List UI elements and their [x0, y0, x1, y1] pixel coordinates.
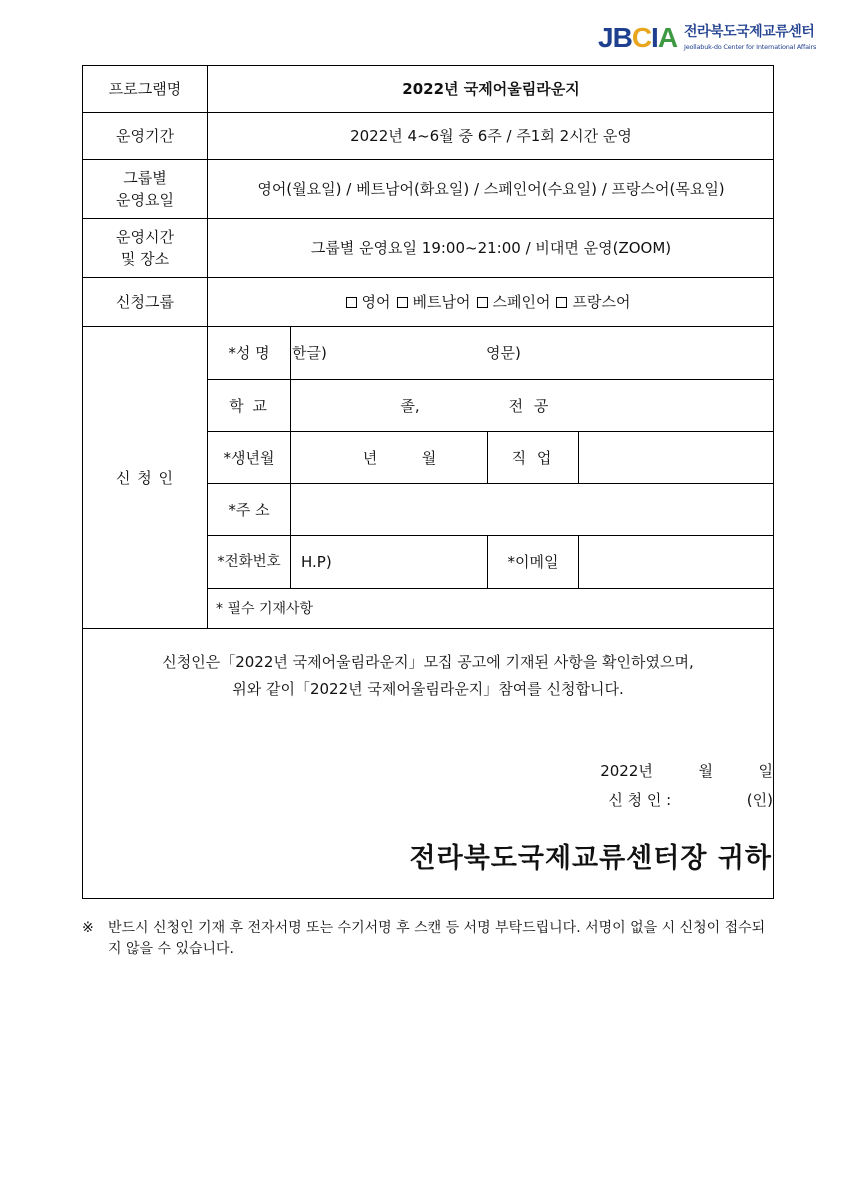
school-graduation-field[interactable]: 졸,	[400, 396, 420, 415]
birth-month-field[interactable]: 월	[421, 448, 437, 467]
row-divider	[83, 628, 774, 629]
checkbox-icon[interactable]	[477, 297, 488, 308]
time-place-value: 그룹별 운영요일 19:00~21:00 / 비대면 운영(ZOOM)	[310, 239, 672, 257]
apply-group-label: 신청그룹	[116, 293, 174, 311]
program-label: 프로그램명	[108, 80, 182, 98]
group-option-vietnamese[interactable]: 베트남어	[397, 291, 471, 313]
date-month: 월	[698, 762, 713, 780]
group-option-english[interactable]: 영어	[346, 291, 391, 313]
date-year: 2022년	[600, 762, 653, 780]
logo-org-subtitle: Jeollabuk-do Center for International Affairs	[684, 43, 817, 51]
group-days-label	[83, 160, 207, 218]
checkbox-icon[interactable]	[397, 297, 408, 308]
date-day: 일	[758, 762, 773, 780]
group-option-french[interactable]: 프랑스어	[556, 291, 630, 313]
birth-year-field[interactable]: 년	[362, 448, 378, 467]
email-field[interactable]	[579, 536, 774, 588]
reference-mark-icon: ※	[82, 920, 94, 936]
name-korean-field[interactable]: 한글)	[292, 344, 327, 362]
footnote-text: 반드시 신청인 기재 후 전자서명 또는 수기서명 후 스캔 등 서명 부탁드립니다. 서명이 없을 시 신청이 접수되지 않을 수 있습니다.	[108, 920, 766, 957]
program-name: 2022년 국제어울림라운지	[402, 80, 580, 98]
applicant-row-divider	[207, 379, 774, 380]
time-place-label-line2: 및 장소	[120, 250, 170, 268]
job-field[interactable]	[579, 432, 774, 483]
period-value: 2022년 4~6월 중 6주 / 주1회 2시간 운영	[350, 127, 632, 145]
phone-field[interactable]: H.P)	[301, 553, 332, 571]
name-english-field[interactable]: 영문)	[486, 344, 521, 362]
declaration-line-2: 위와 같이「2022년 국제어울림라운지」참여를 신청합니다.	[232, 680, 624, 698]
time-place-label-line1: 운영시간	[116, 228, 174, 246]
school-label: 학 교	[229, 396, 269, 415]
checkbox-icon[interactable]	[556, 297, 567, 308]
group-days-label-line2: 운영요일	[116, 191, 174, 209]
signature-label: 신 청 인 :	[608, 791, 672, 809]
applicant-column-divider	[290, 327, 291, 588]
job-label: 직 업	[511, 448, 555, 467]
logo-letter-c: C	[631, 22, 652, 53]
phone-label: *전화번호	[217, 554, 281, 570]
logo-letter-a: A	[657, 22, 678, 53]
logo-mark	[598, 23, 677, 53]
time-place-label	[83, 219, 207, 277]
group-option-spanish[interactable]: 스페인어	[477, 291, 551, 313]
org-logo	[598, 18, 820, 56]
declaration-line-1: 신청인은「2022년 국제어울림라운지」모집 공고에 기재된 사항을 확인하였으며,	[162, 653, 694, 671]
applicant-signature	[608, 789, 773, 810]
signature-seal[interactable]: (인)	[746, 791, 773, 809]
period-label: 운영기간	[116, 127, 174, 145]
birth-label: *생년월	[223, 448, 275, 467]
signature-date	[600, 760, 773, 781]
addressee: 전라북도국제교류센터장 귀하	[409, 843, 772, 874]
checkbox-icon[interactable]	[346, 297, 357, 308]
logo-letter-b: B	[612, 22, 632, 53]
applicant-label: 신 청 인	[115, 468, 174, 487]
school-major-field[interactable]: 전 공	[508, 396, 552, 415]
name-label: *성 명	[228, 344, 270, 362]
required-fields-note: * 필수 기재사항	[216, 600, 314, 617]
address-label: *주 소	[228, 500, 270, 519]
logo-org-name: 전라북도국제교류센터	[684, 24, 815, 40]
apply-group-options	[208, 278, 774, 326]
email-label: *이메일	[507, 553, 559, 571]
logo-letter-i: I	[651, 22, 658, 53]
logo-letter-j: J	[598, 22, 613, 53]
group-days-label-line1: 그룹별	[123, 169, 167, 187]
address-field[interactable]	[291, 484, 774, 535]
group-days-value: 영어(월요일) / 베트남어(화요일) / 스페인어(수요일) / 프랑스어(목요일)	[257, 180, 725, 198]
